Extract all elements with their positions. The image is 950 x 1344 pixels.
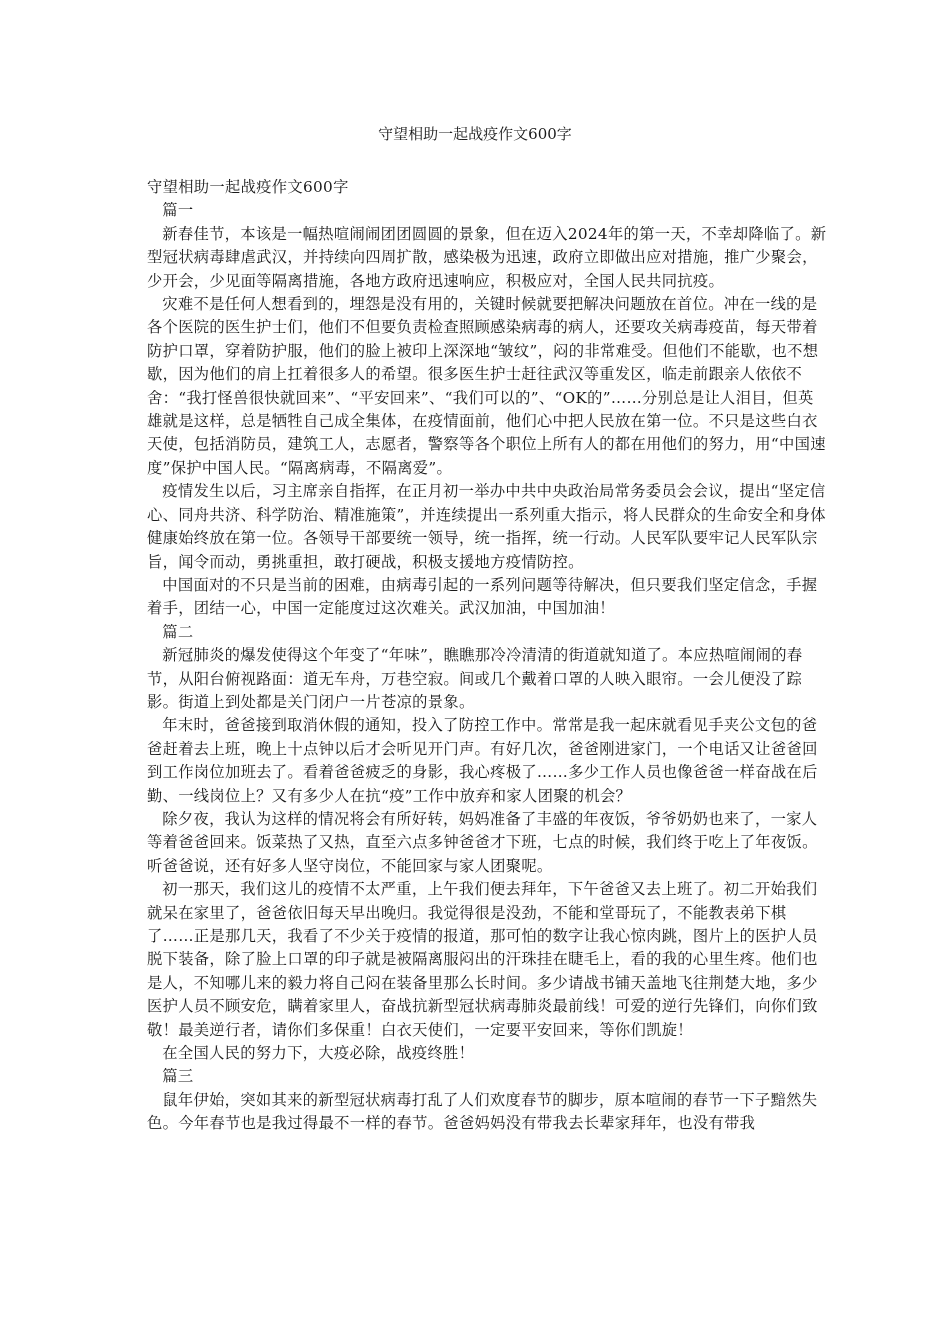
- paragraph: 新春佳节，本该是一幅热喧闹闹团团圆圆的景象，但在迈入2024年的第一天，不幸却降临了。新型冠状病毒肆虐武汉，并持续向四周扩散，感染极为迅速，政府立即做出应对措施，推广少聚会，少开会，少见面等隔离措施，各地方政府迅速响应，积极应对，全国人民共同抗疫。: [147, 224, 827, 290]
- document-title: 守望相助一起战疫作文600字: [378, 125, 572, 143]
- paragraph: 年末时，爸爸接到取消休假的通知，投入了防控工作中。常常是我一起床就看见手夹公文包的爸爸赶着去上班，晚上十点钟以后才会听见开门声。有好几次，爸爸刚进家门，一个电话又让爸爸回到工作岗位加班去了。看着爸爸疲乏的身影，我心疼极了……多少工作人员也像爸爸一样奋战在后勤、一线岗位上？又有多少人在抗“疫”工作中放弃和家人团聚的机会？: [147, 716, 818, 805]
- paragraph: 灾难不是任何人想看到的，埋怨是没有用的，关键时候就要把解决问题放在首位。冲在一线的是各个医院的医生护士们，他们不但要负责检查照顾感染病毒的病人，还要攻关病毒疫苗，每天带着防护口罩，穿着防护服，他们的脸上被印上深深地“皱纹”，闷的非常难受。但他们不能歇，也不想歇，因为他们的肩上扛着很多人的希望。很多医生护士赶往武汉等重发区，临走前跟亲人依依不舍：“我打怪兽很快就回来”、“平安回来”、“我们可以的”、“OK的”……分别总是让人泪目，但英雄就是这样，总是牺牲自己成全集体，在疫情面前，他们心中把人民放在第一位。不只是这些白衣天使，包括消防员，建筑工人，志愿者，警察等各个职位上所有人的都在用他们的努力，用“中国速度”保护中国人民。“隔离病毒，不隔离爱”。: [147, 295, 826, 477]
- section-heading-3: 篇三: [162, 1067, 194, 1086]
- paragraph: 在全国人民的努力下，大疫必除，战疫终胜！: [162, 1044, 475, 1063]
- paragraph: 初一那天，我们这儿的疫情不太严重，上午我们便去拜年，下午爸爸又去上班了。初二开始我们就呆在家里了，爸爸依旧每天早出晚归。我觉得很是没劲，不能和堂哥玩了，不能教表弟下棋了……正是那几天，我看了不少关于疫情的报道，那可怕的数字让我心惊肉跳，图片上的医护人员脱下装备，除了脸上口罩的印子就是被隔离服闷出的汗珠挂在睫毛上，看的我的心里生疼。他们也是人，不知哪儿来的毅力将自己闷在装备里那么长时间。多少请战书铺天盖地飞往荆楚大地，多少医护人员不顾安危，瞒着家里人，奋战抗新型冠状病毒肺炎最前线！可爱的逆行先锋们，向你们致敬！最美逆行者，请你们多保重！白衣天使们，一定要平安回来，等你们凯旋！: [147, 880, 818, 1039]
- document-body: [147, 176, 829, 1136]
- paragraph: 中国面对的不只是当前的困难，由病毒引起的一系列问题等待解决，但只要我们坚定信念，手握着手，团结一心，中国一定能度过这次难关。武汉加油，中国加油！: [147, 575, 818, 618]
- document-subtitle: 守望相助一起战疫作文600字: [147, 178, 349, 196]
- paragraph: 疫情发生以后，习主席亲自指挥，在正月初一举办中共中央政治局常务委员会会议，提出“坚定信心、同舟共济、科学防治、精准施策”，并连续提出一系列重大指示，将人民群众的生命安全和身体健康始终放在第一位。各领导干部要统一领导，统一指挥，统一行动。人民军队要牢记人民军队宗旨，闻令而动，勇挑重担，敢打硬战，积极支援地方疫情防控。: [147, 482, 826, 571]
- paragraph: 鼠年伊始，突如其来的新型冠状病毒打乱了人们欢度春节的脚步，原本喧闹的春节一下子黯然失色。今年春节也是我过得最不一样的春节。爸爸妈妈没有带我去长辈家拜年，也没有带我: [147, 1090, 818, 1133]
- paragraph: 新冠肺炎的爆发使得这个年变了“年味”，瞧瞧那冷冷清清的街道就知道了。本应热喧闹闹的春节，从阳台俯视路面：道无车舟，万巷空寂。间或几个戴着口罩的人映入眼帘。一会儿便没了踪影。街道上到处都是关门闭户一片苍凉的景象。: [147, 646, 803, 711]
- paragraph: 除夕夜，我认为这样的情况将会有所好转，妈妈准备了丰盛的年夜饭，爷爷奶奶也来了，一家人等着爸爸回来。饭菜热了又热，直至六点多钟爸爸才下班，七点的时候，我们终于吃上了年夜饭。听爸爸说，还有好多人坚守岗位，不能回家与家人团聚呢。: [147, 809, 818, 875]
- section-heading-1: 篇一: [162, 201, 194, 220]
- section-heading-2: 篇二: [162, 622, 194, 641]
